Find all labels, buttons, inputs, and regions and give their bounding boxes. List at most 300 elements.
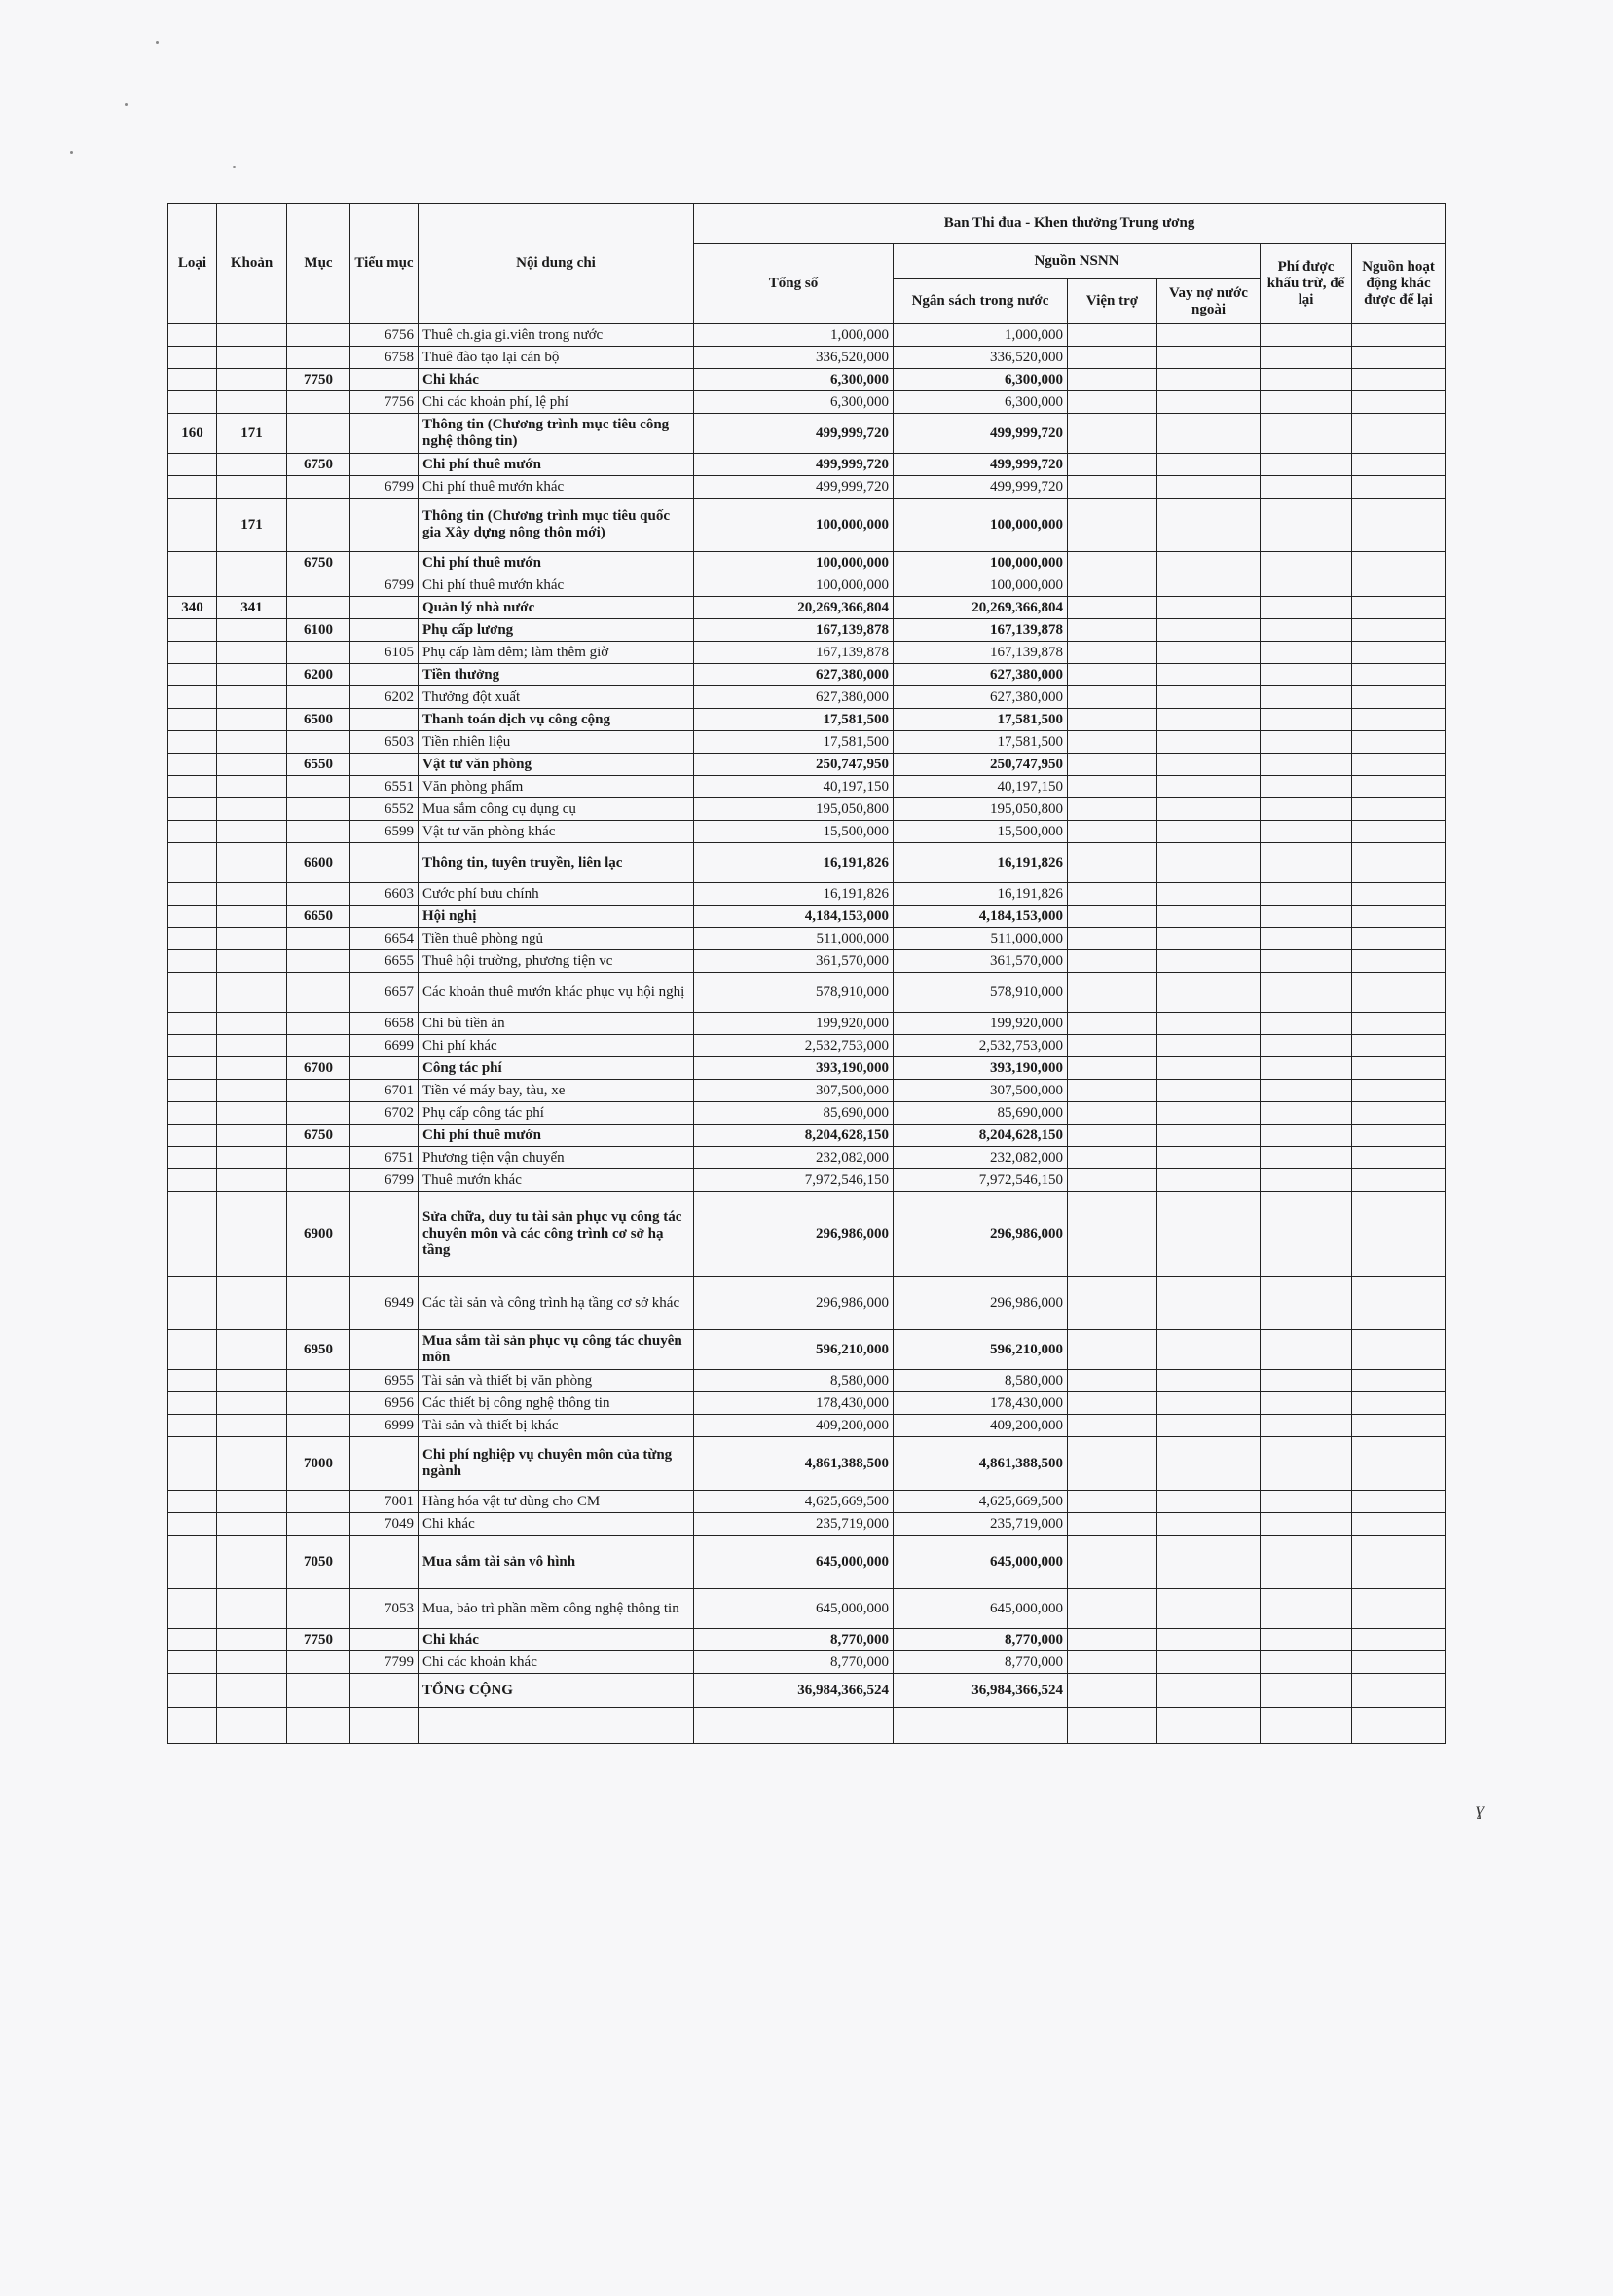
cell-tieu-muc: 6949 xyxy=(350,1277,419,1330)
cell-loai: 340 xyxy=(168,597,217,619)
cell-tieu-muc: 6599 xyxy=(350,821,419,843)
cell-tieu-muc: 6756 xyxy=(350,324,419,347)
table-row xyxy=(168,1035,1446,1057)
cell-vien-tro xyxy=(1068,883,1157,906)
cell-tieu-muc: 6655 xyxy=(350,950,419,973)
cell-vay-no xyxy=(1157,1651,1261,1674)
table-row xyxy=(168,552,1446,574)
cell-phi xyxy=(1261,1125,1352,1147)
cell-phi xyxy=(1261,883,1352,906)
cell-muc xyxy=(287,1035,350,1057)
cell-phi xyxy=(1261,950,1352,973)
cell-noi-dung: Tài sản và thiết bị văn phòng xyxy=(419,1370,694,1392)
cell-vien-tro xyxy=(1068,1102,1157,1125)
cell-vay-no xyxy=(1157,1370,1261,1392)
cell-phi xyxy=(1261,843,1352,883)
cell-noi-dung: Quản lý nhà nước xyxy=(419,597,694,619)
cell-noi-dung: Chi phí thuê mướn xyxy=(419,1125,694,1147)
cell-tieu-muc: 6758 xyxy=(350,347,419,369)
cell-tong-so: 15,500,000 xyxy=(694,821,894,843)
cell-vien-tro xyxy=(1068,1192,1157,1277)
cell-vay-no xyxy=(1157,454,1261,476)
cell-muc xyxy=(287,324,350,347)
cell-muc xyxy=(287,1013,350,1035)
cell-phi xyxy=(1261,391,1352,414)
cell-tieu-muc: 6657 xyxy=(350,973,419,1013)
cell-tong-so: 393,190,000 xyxy=(694,1057,894,1080)
cell-muc xyxy=(287,574,350,597)
cell-muc xyxy=(287,686,350,709)
col-header-nguon-nsnn: Nguồn NSNN xyxy=(894,244,1261,279)
cell-ngan-sach: 4,184,153,000 xyxy=(894,906,1068,928)
cell-phi xyxy=(1261,1035,1352,1057)
cell-vien-tro xyxy=(1068,1013,1157,1035)
cell-loai xyxy=(168,391,217,414)
cell-muc xyxy=(287,1674,350,1708)
cell-loai xyxy=(168,1491,217,1513)
cell-nguon-khac xyxy=(1352,1035,1446,1057)
table-row xyxy=(168,664,1446,686)
cell-noi-dung: Mua sắm tài sản phục vụ công tác chuyên môn xyxy=(419,1330,694,1370)
cell-tong-so: 17,581,500 xyxy=(694,731,894,754)
cell-tieu-muc xyxy=(350,1125,419,1147)
cell-ngan-sach: 20,269,366,804 xyxy=(894,597,1068,619)
cell-ngan-sach: 167,139,878 xyxy=(894,642,1068,664)
cell-nguon-khac xyxy=(1352,1370,1446,1392)
cell-muc: 6600 xyxy=(287,843,350,883)
cell-loai xyxy=(168,731,217,754)
cell-ngan-sach: 16,191,826 xyxy=(894,843,1068,883)
cell-khoan xyxy=(217,1513,287,1536)
cell-nguon-khac xyxy=(1352,709,1446,731)
cell-tieu-muc xyxy=(350,754,419,776)
col-header-noi-dung: Nội dung chi xyxy=(419,204,694,324)
cell-muc: 6100 xyxy=(287,619,350,642)
cell-loai xyxy=(168,754,217,776)
cell-vay-no xyxy=(1157,324,1261,347)
cell-tong-so: 195,050,800 xyxy=(694,798,894,821)
table-row xyxy=(168,821,1446,843)
cell-tieu-muc: 6658 xyxy=(350,1013,419,1035)
table-row xyxy=(168,1277,1446,1330)
cell-tieu-muc xyxy=(350,843,419,883)
cell-nguon-khac xyxy=(1352,1437,1446,1491)
cell-phi xyxy=(1261,499,1352,552)
cell-ngan-sach: 85,690,000 xyxy=(894,1102,1068,1125)
cell-vay-no xyxy=(1157,821,1261,843)
cell-noi-dung: Văn phòng phẩm xyxy=(419,776,694,798)
cell-tieu-muc: 6551 xyxy=(350,776,419,798)
cell-tong-so: 1,000,000 xyxy=(694,324,894,347)
cell-phi xyxy=(1261,1013,1352,1035)
cell-vay-no xyxy=(1157,642,1261,664)
cell-ngan-sach: 40,197,150 xyxy=(894,776,1068,798)
cell-vay-no xyxy=(1157,347,1261,369)
cell-khoan xyxy=(217,391,287,414)
cell-phi xyxy=(1261,552,1352,574)
cell-tieu-muc xyxy=(350,664,419,686)
cell-vay-no xyxy=(1157,499,1261,552)
cell-loai xyxy=(168,928,217,950)
cell-vay-no xyxy=(1157,686,1261,709)
empty-cell xyxy=(1068,1708,1157,1744)
cell-tong-so: 17,581,500 xyxy=(694,709,894,731)
cell-nguon-khac xyxy=(1352,1392,1446,1415)
cell-muc: 7750 xyxy=(287,369,350,391)
cell-noi-dung: Thông tin (Chương trình mục tiêu công nghệ thông tin) xyxy=(419,414,694,454)
cell-tieu-muc: 6799 xyxy=(350,574,419,597)
cell-ngan-sach: 336,520,000 xyxy=(894,347,1068,369)
cell-muc xyxy=(287,776,350,798)
cell-muc: 6650 xyxy=(287,906,350,928)
cell-loai xyxy=(168,642,217,664)
cell-phi xyxy=(1261,754,1352,776)
cell-phi xyxy=(1261,731,1352,754)
table-row xyxy=(168,324,1446,347)
cell-tieu-muc: 6202 xyxy=(350,686,419,709)
cell-phi xyxy=(1261,1674,1352,1708)
cell-khoan xyxy=(217,821,287,843)
cell-tong-so: 6,300,000 xyxy=(694,369,894,391)
cell-nguon-khac xyxy=(1352,1192,1446,1277)
cell-muc xyxy=(287,1589,350,1629)
cell-phi xyxy=(1261,1437,1352,1491)
cell-nguon-khac xyxy=(1352,1629,1446,1651)
cell-khoan xyxy=(217,928,287,950)
cell-ngan-sach: 8,204,628,150 xyxy=(894,1125,1068,1147)
cell-tong-so: 167,139,878 xyxy=(694,642,894,664)
cell-khoan xyxy=(217,906,287,928)
cell-nguon-khac xyxy=(1352,369,1446,391)
table-row xyxy=(168,499,1446,552)
table-row xyxy=(168,1415,1446,1437)
cell-noi-dung: Chi phí thuê mướn khác xyxy=(419,574,694,597)
cell-noi-dung: Tiền thưởng xyxy=(419,664,694,686)
cell-tong-so: 8,770,000 xyxy=(694,1651,894,1674)
cell-loai xyxy=(168,1370,217,1392)
table-row xyxy=(168,731,1446,754)
cell-vien-tro xyxy=(1068,1277,1157,1330)
cell-loai xyxy=(168,476,217,499)
cell-muc xyxy=(287,391,350,414)
cell-tieu-muc: 6603 xyxy=(350,883,419,906)
cell-phi xyxy=(1261,414,1352,454)
cell-muc xyxy=(287,1080,350,1102)
cell-khoan: 341 xyxy=(217,597,287,619)
cell-nguon-khac xyxy=(1352,731,1446,754)
cell-tong-so: 6,300,000 xyxy=(694,391,894,414)
table-row xyxy=(168,597,1446,619)
table-row xyxy=(168,1674,1446,1708)
cell-noi-dung: Chi khác xyxy=(419,369,694,391)
cell-muc xyxy=(287,1491,350,1513)
cell-ngan-sach: 232,082,000 xyxy=(894,1147,1068,1169)
cell-vien-tro xyxy=(1068,347,1157,369)
cell-vay-no xyxy=(1157,476,1261,499)
cell-khoan xyxy=(217,950,287,973)
table-row xyxy=(168,1589,1446,1629)
cell-noi-dung: Chi khác xyxy=(419,1513,694,1536)
budget-body xyxy=(168,324,1446,1744)
cell-vay-no xyxy=(1157,1589,1261,1629)
cell-tieu-muc: 6799 xyxy=(350,1169,419,1192)
cell-vien-tro xyxy=(1068,454,1157,476)
cell-vay-no xyxy=(1157,906,1261,928)
table-row xyxy=(168,1370,1446,1392)
cell-loai xyxy=(168,664,217,686)
cell-khoan xyxy=(217,454,287,476)
cell-khoan xyxy=(217,1147,287,1169)
cell-noi-dung: Thuê ch.gia gi.viên trong nước xyxy=(419,324,694,347)
cell-loai xyxy=(168,1277,217,1330)
cell-nguon-khac xyxy=(1352,1057,1446,1080)
cell-phi xyxy=(1261,973,1352,1013)
cell-khoan xyxy=(217,369,287,391)
cell-vien-tro xyxy=(1068,1392,1157,1415)
table-row xyxy=(168,883,1446,906)
scan-speck xyxy=(125,103,128,106)
cell-vien-tro xyxy=(1068,1589,1157,1629)
cell-loai xyxy=(168,1330,217,1370)
table-row xyxy=(168,1513,1446,1536)
cell-muc xyxy=(287,883,350,906)
cell-phi xyxy=(1261,1536,1352,1589)
cell-vien-tro xyxy=(1068,1651,1157,1674)
cell-khoan xyxy=(217,1102,287,1125)
cell-ngan-sach: 627,380,000 xyxy=(894,664,1068,686)
cell-khoan xyxy=(217,798,287,821)
cell-vay-no xyxy=(1157,950,1261,973)
cell-muc xyxy=(287,499,350,552)
cell-tong-so: 578,910,000 xyxy=(694,973,894,1013)
cell-loai xyxy=(168,454,217,476)
table-row xyxy=(168,391,1446,414)
cell-tieu-muc xyxy=(350,709,419,731)
cell-nguon-khac xyxy=(1352,499,1446,552)
cell-ngan-sach: 6,300,000 xyxy=(894,391,1068,414)
cell-tieu-muc xyxy=(350,499,419,552)
cell-phi xyxy=(1261,1169,1352,1192)
cell-muc: 6550 xyxy=(287,754,350,776)
cell-vay-no xyxy=(1157,1057,1261,1080)
cell-ngan-sach: 499,999,720 xyxy=(894,454,1068,476)
cell-tieu-muc xyxy=(350,1629,419,1651)
cell-nguon-khac xyxy=(1352,1330,1446,1370)
cell-nguon-khac xyxy=(1352,821,1446,843)
cell-nguon-khac xyxy=(1352,1080,1446,1102)
col-header-nguon-hoat-dong: Nguồn hoạt động khác được để lại xyxy=(1352,244,1446,324)
cell-tong-so: 167,139,878 xyxy=(694,619,894,642)
cell-ngan-sach: 4,625,669,500 xyxy=(894,1491,1068,1513)
cell-vay-no xyxy=(1157,843,1261,883)
budget-table xyxy=(167,203,1446,1744)
cell-vay-no xyxy=(1157,619,1261,642)
cell-ngan-sach: 17,581,500 xyxy=(894,731,1068,754)
cell-khoan xyxy=(217,642,287,664)
cell-vien-tro xyxy=(1068,574,1157,597)
cell-ngan-sach: 100,000,000 xyxy=(894,552,1068,574)
cell-muc: 6700 xyxy=(287,1057,350,1080)
cell-nguon-khac xyxy=(1352,906,1446,928)
cell-tieu-muc: 7049 xyxy=(350,1513,419,1536)
cell-vay-no xyxy=(1157,1629,1261,1651)
cell-loai xyxy=(168,843,217,883)
cell-loai xyxy=(168,1125,217,1147)
cell-nguon-khac xyxy=(1352,414,1446,454)
cell-tong-so: 100,000,000 xyxy=(694,574,894,597)
cell-muc: 6200 xyxy=(287,664,350,686)
cell-ngan-sach: 296,986,000 xyxy=(894,1277,1068,1330)
cell-noi-dung: Thông tin, tuyên truyền, liên lạc xyxy=(419,843,694,883)
cell-ngan-sach: 100,000,000 xyxy=(894,574,1068,597)
cell-tong-so: 596,210,000 xyxy=(694,1330,894,1370)
cell-muc xyxy=(287,928,350,950)
cell-muc: 7750 xyxy=(287,1629,350,1651)
cell-vay-no xyxy=(1157,776,1261,798)
cell-vien-tro xyxy=(1068,1674,1157,1708)
cell-vay-no xyxy=(1157,597,1261,619)
cell-muc xyxy=(287,1392,350,1415)
cell-khoan: 171 xyxy=(217,414,287,454)
cell-nguon-khac xyxy=(1352,1102,1446,1125)
cell-muc: 7050 xyxy=(287,1536,350,1589)
cell-vien-tro xyxy=(1068,1057,1157,1080)
table-row xyxy=(168,709,1446,731)
cell-khoan: 171 xyxy=(217,499,287,552)
cell-nguon-khac xyxy=(1352,928,1446,950)
cell-ngan-sach: 199,920,000 xyxy=(894,1013,1068,1035)
cell-phi xyxy=(1261,642,1352,664)
cell-noi-dung: Hội nghị xyxy=(419,906,694,928)
cell-noi-dung: Vật tư văn phòng khác xyxy=(419,821,694,843)
cell-vien-tro xyxy=(1068,1415,1157,1437)
cell-tieu-muc xyxy=(350,552,419,574)
cell-tieu-muc xyxy=(350,369,419,391)
agency-header: Ban Thi đua - Khen thưởng Trung ương xyxy=(694,204,1446,244)
cell-muc: 6750 xyxy=(287,552,350,574)
cell-khoan xyxy=(217,1330,287,1370)
cell-vien-tro xyxy=(1068,1629,1157,1651)
cell-tieu-muc: 6552 xyxy=(350,798,419,821)
cell-muc xyxy=(287,1169,350,1192)
cell-nguon-khac xyxy=(1352,1169,1446,1192)
cell-vien-tro xyxy=(1068,664,1157,686)
cell-ngan-sach: 393,190,000 xyxy=(894,1057,1068,1080)
cell-tong-so: 16,191,826 xyxy=(694,883,894,906)
cell-phi xyxy=(1261,324,1352,347)
cell-nguon-khac xyxy=(1352,391,1446,414)
cell-nguon-khac xyxy=(1352,454,1446,476)
cell-muc xyxy=(287,950,350,973)
cell-loai xyxy=(168,973,217,1013)
cell-vay-no xyxy=(1157,1415,1261,1437)
cell-loai xyxy=(168,1415,217,1437)
cell-ngan-sach: 511,000,000 xyxy=(894,928,1068,950)
cell-vien-tro xyxy=(1068,1147,1157,1169)
cell-noi-dung: Mua sắm công cụ dụng cụ xyxy=(419,798,694,821)
cell-khoan xyxy=(217,1629,287,1651)
cell-noi-dung: Thanh toán dịch vụ công cộng xyxy=(419,709,694,731)
cell-vien-tro xyxy=(1068,776,1157,798)
cell-muc xyxy=(287,1102,350,1125)
cell-phi xyxy=(1261,821,1352,843)
cell-tong-so: 2,532,753,000 xyxy=(694,1035,894,1057)
cell-vay-no xyxy=(1157,1513,1261,1536)
cell-tong-so: 336,520,000 xyxy=(694,347,894,369)
cell-ngan-sach: 195,050,800 xyxy=(894,798,1068,821)
cell-vien-tro xyxy=(1068,1125,1157,1147)
table-row xyxy=(168,686,1446,709)
cell-tong-so: 235,719,000 xyxy=(694,1513,894,1536)
cell-nguon-khac xyxy=(1352,1536,1446,1589)
cell-muc xyxy=(287,1277,350,1330)
cell-loai xyxy=(168,1651,217,1674)
cell-ngan-sach: 167,139,878 xyxy=(894,619,1068,642)
cell-phi xyxy=(1261,619,1352,642)
cell-tong-so: 8,770,000 xyxy=(694,1629,894,1651)
table-row xyxy=(168,619,1446,642)
cell-tong-so: 40,197,150 xyxy=(694,776,894,798)
cell-khoan xyxy=(217,347,287,369)
cell-nguon-khac xyxy=(1352,686,1446,709)
cell-noi-dung: Thông tin (Chương trình mục tiêu quốc gia Xây dựng nông thôn mới) xyxy=(419,499,694,552)
cell-vay-no xyxy=(1157,1277,1261,1330)
cell-nguon-khac xyxy=(1352,1125,1446,1147)
cell-loai xyxy=(168,1035,217,1057)
cell-loai xyxy=(168,1013,217,1035)
cell-muc xyxy=(287,1370,350,1392)
cell-khoan xyxy=(217,324,287,347)
cell-loai xyxy=(168,499,217,552)
cell-muc xyxy=(287,1147,350,1169)
col-header-phi-duoc: Phí được khấu trừ, để lại xyxy=(1261,244,1352,324)
cell-nguon-khac xyxy=(1352,347,1446,369)
table-row xyxy=(168,476,1446,499)
cell-vay-no xyxy=(1157,552,1261,574)
cell-nguon-khac xyxy=(1352,754,1446,776)
cell-loai xyxy=(168,1147,217,1169)
cell-vien-tro xyxy=(1068,1330,1157,1370)
cell-vien-tro xyxy=(1068,798,1157,821)
cell-nguon-khac xyxy=(1352,950,1446,973)
cell-ngan-sach: 4,861,388,500 xyxy=(894,1437,1068,1491)
cell-phi xyxy=(1261,709,1352,731)
cell-phi xyxy=(1261,1392,1352,1415)
cell-loai xyxy=(168,1080,217,1102)
cell-tong-so: 250,747,950 xyxy=(694,754,894,776)
cell-phi xyxy=(1261,776,1352,798)
cell-vay-no xyxy=(1157,664,1261,686)
cell-vay-no xyxy=(1157,391,1261,414)
cell-khoan xyxy=(217,686,287,709)
cell-vay-no xyxy=(1157,574,1261,597)
cell-vay-no xyxy=(1157,1437,1261,1491)
cell-ngan-sach: 499,999,720 xyxy=(894,414,1068,454)
cell-noi-dung: Chi phí thuê mướn xyxy=(419,552,694,574)
cell-nguon-khac xyxy=(1352,1674,1446,1708)
cell-khoan xyxy=(217,1392,287,1415)
empty-cell xyxy=(1157,1708,1261,1744)
cell-loai xyxy=(168,883,217,906)
cell-tieu-muc: 6799 xyxy=(350,476,419,499)
cell-loai xyxy=(168,1536,217,1589)
cell-nguon-khac xyxy=(1352,642,1446,664)
cell-vay-no xyxy=(1157,731,1261,754)
cell-ngan-sach: 8,770,000 xyxy=(894,1651,1068,1674)
table-row xyxy=(168,754,1446,776)
cell-vay-no xyxy=(1157,414,1261,454)
cell-nguon-khac xyxy=(1352,619,1446,642)
